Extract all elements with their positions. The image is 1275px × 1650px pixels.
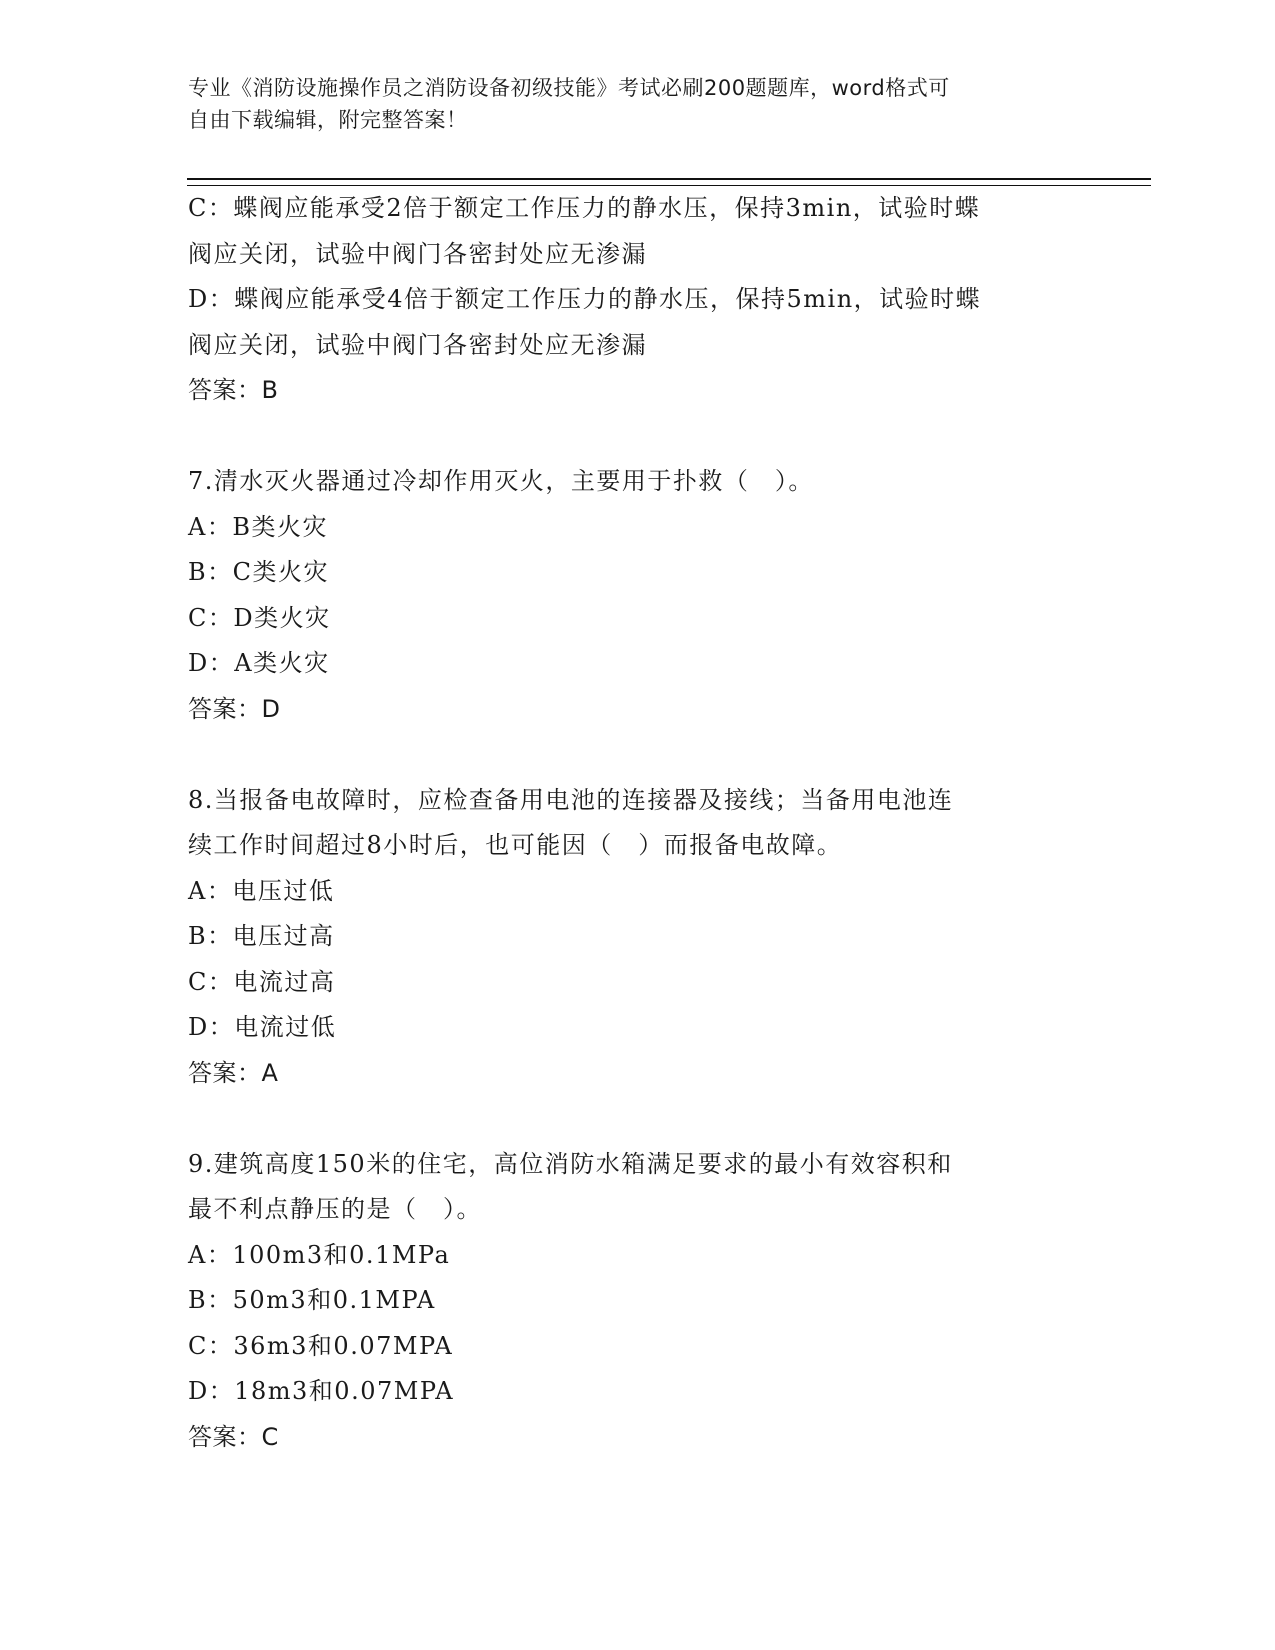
header-divider	[187, 178, 1151, 186]
option-a: A：B类火灾	[188, 512, 328, 541]
spacer	[188, 732, 1088, 778]
answer-label: 答案：B	[188, 376, 279, 404]
answer-label: 答案：C	[188, 1422, 279, 1451]
question-8	[188, 778, 1088, 1097]
spacer	[188, 414, 1088, 460]
option-a: A：100m3和0.1MPa	[188, 1240, 451, 1269]
question-stem-continued: 续工作时间超过8小时后，也可能因（ ）而报备电故障。	[188, 831, 843, 859]
option-c: C：电流过高	[188, 967, 336, 996]
option-a: A：电压过低	[188, 876, 335, 905]
option-c-continued: 阀应关闭，试验中阀门各密封处应无渗漏	[188, 239, 647, 268]
spacer	[188, 1096, 1088, 1142]
option-b: B：电压过高	[188, 922, 335, 950]
answer-label: 答案：D	[188, 694, 281, 723]
question-stem: 7.清水灭火器通过冷却作用灭火，主要用于扑救（ ）。	[188, 467, 814, 495]
option-d: D：18m3和0.07MPA	[188, 1377, 455, 1405]
question-stem: 9.建筑高度150米的住宅，高位消防水箱满足要求的最小有效容积和	[188, 1149, 953, 1178]
document-body	[188, 186, 1088, 1460]
question-9	[188, 1142, 1088, 1461]
option-d: D：A类火灾	[188, 649, 330, 677]
option-c: C：D类火灾	[188, 603, 331, 632]
option-b: B：C类火灾	[188, 558, 329, 586]
option-d-continued: 阀应关闭，试验中阀门各密封处应无渗漏	[188, 330, 647, 359]
header-line-1: 专业《消防设施操作员之消防设备初级技能》考试必刷200题题库，word格式可	[188, 76, 950, 100]
page-header	[188, 72, 1068, 136]
option-d: D：蝶阀应能承受4倍于额定工作压力的静水压，保持5min，试验时蝶	[188, 285, 982, 313]
option-b: B：50m3和0.1MPA	[188, 1286, 436, 1314]
header-line-2: 自由下载编辑，附完整答案！	[188, 108, 468, 132]
question-stem: 8.当报备电故障时，应检查备用电池的连接器及接线；当备用电池连	[188, 785, 954, 814]
option-c: C：36m3和0.07MPA	[188, 1331, 454, 1360]
answer-label: 答案：A	[188, 1058, 279, 1087]
option-c: C：蝶阀应能承受2倍于额定工作压力的静水压，保持3min，试验时蝶	[188, 194, 981, 222]
question-stem-continued: 最不利点静压的是（ ）。	[188, 1195, 482, 1223]
question-6-continued	[188, 186, 1088, 414]
option-d: D：电流过低	[188, 1013, 337, 1041]
question-7	[188, 459, 1088, 732]
